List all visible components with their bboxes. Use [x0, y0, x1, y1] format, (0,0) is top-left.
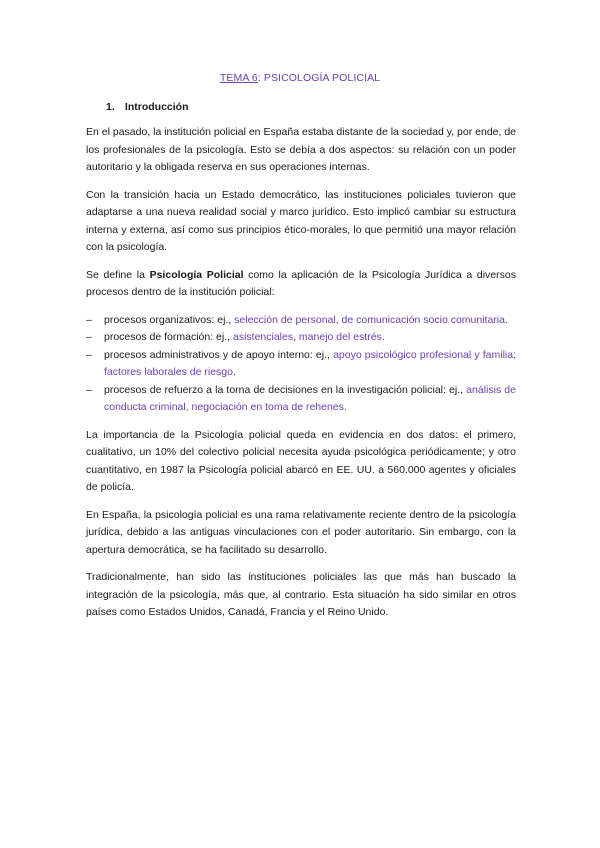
process-list — [86, 312, 516, 417]
p3-after: como la aplicación de la Psicología Jurídica a diversos procesos dentro de la institución policial: — [86, 268, 516, 298]
section-heading — [106, 101, 189, 113]
list-item-tail: . — [504, 313, 508, 326]
list-item-highlight: apoyo psicológico profesional y familia; factores laborales de riesgo — [104, 348, 516, 378]
list-item-highlight: asistenciales, manejo del estrés — [232, 331, 382, 343]
paragraph-6: Tradicionalmente, han sido las instituciones policiales las que más han buscado la integración de la psicología, más que, al contrario. Esta situación ha sido similar en otros países como Estados Unidos, Canadá, Francia y el Reino Unido. — [86, 571, 516, 618]
paragraph-5: En España, la psicología policial es una rama relativamente reciente dentro de la psicología jurídica, debido a las antiguas vinculaciones con el poder autoritario. Sin embargo, con la apertura democrática, se ha facilitado su desarrollo. — [86, 508, 516, 556]
list-item-text: procesos de refuerzo a la torna de decisiones en la investigación policial: ej., — [104, 383, 467, 396]
paragraph-3 — [86, 267, 516, 302]
list-item-tail: . — [343, 401, 347, 413]
list-item-text: procesos organizativos: ej., — [104, 313, 235, 326]
list-item-tail: . — [381, 331, 385, 343]
list-dash: – — [86, 383, 92, 396]
section-number: 1. — [106, 101, 115, 113]
p3-before: Se define la — [86, 268, 150, 281]
list-item-tail: . — [233, 366, 236, 378]
title-rest: : PSICOLOGÍA POLICIAL — [257, 72, 381, 84]
list-item-highlight: análisis de conducta criminal, negociación en toma de rehenes — [104, 383, 516, 413]
document-body — [86, 124, 516, 632]
document-title — [0, 72, 600, 84]
list-dash: – — [86, 331, 92, 343]
list-dash: – — [86, 313, 92, 326]
list-item — [86, 312, 516, 330]
list-item — [86, 347, 516, 382]
list-item-text: procesos de formación: ej., — [104, 331, 233, 343]
list-dash: – — [86, 348, 92, 361]
list-item — [86, 382, 516, 417]
list-item — [86, 329, 516, 347]
list-item-text: procesos administrativos y de apoyo interno: ej., — [104, 348, 334, 361]
paragraph-2: Con la transición hacia un Estado democrático, las instituciones policiales tuvieron que adaptarse a una nueva realidad social y marco jurídico. Esto implicó cambiar su estructura interna y externa, así como sus principios ético-morales, lo que permitió una mayor relación con la psicología. — [86, 188, 516, 253]
list-item-highlight: selección de personal, de comunicación socio comunitaria — [234, 313, 505, 326]
section-title: Introducción — [124, 101, 189, 113]
title-lead: TEMA 6 — [219, 72, 258, 84]
p3-bold-term: Psicología Policial — [149, 268, 244, 281]
paragraph-4: La importancia de la Psicología policial queda en evidencia en dos datos: el primero, cualitativo, un 10% del colectivo policial necesita ayuda psicológica periódicamente; y otro cuantitativo, en 1987 la Psicología policial abarcó en EE. UU. a 560.000 agentes y oficiales de policía. — [86, 428, 516, 493]
paragraph-1: En el pasado, la institución policial en España estaba distante de la sociedad y, por ende, de los profesionales de la psicología. Esto se debía a dos aspectos: su relación con un poder autoritario y la obligada reserva en sus operaciones internas. — [86, 126, 517, 173]
